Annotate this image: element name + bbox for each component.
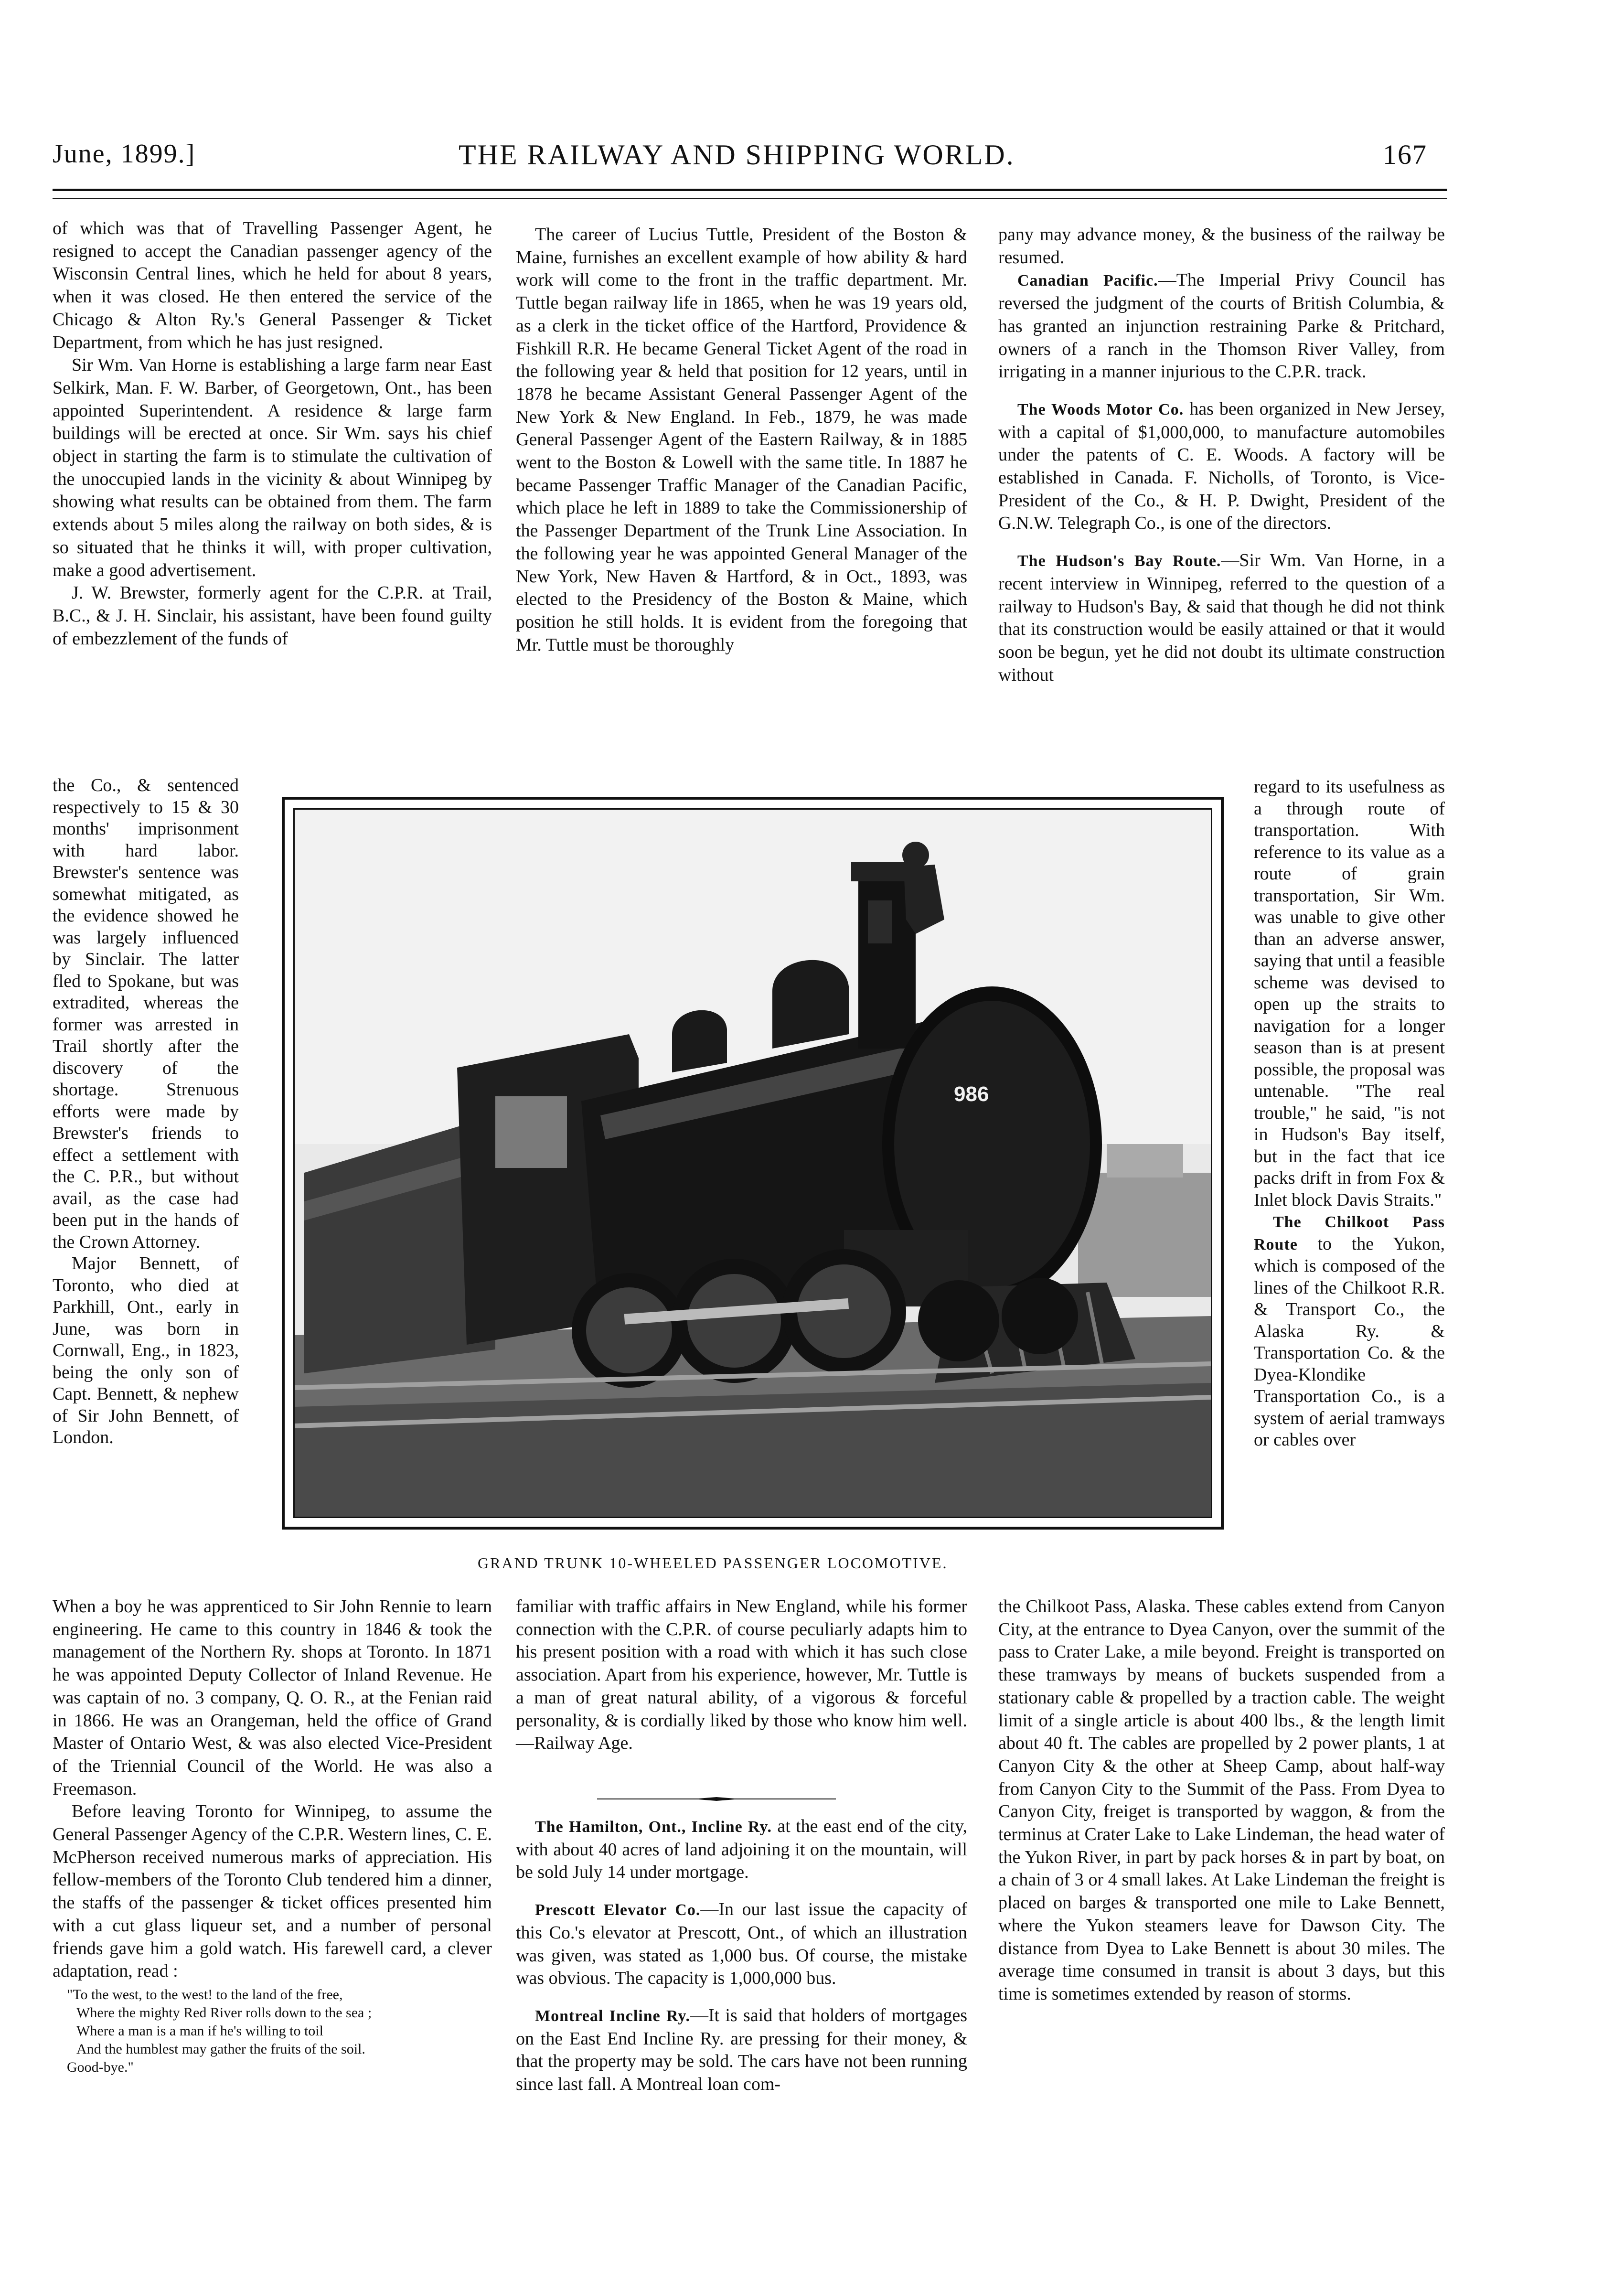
- middle-column-bottom: [516, 1595, 967, 1755]
- woods-note: The Woods Motor Co. has been organized in New Jersey, with a capital of $1,000,000, to manufacture automobiles under the patents of C. E. Woods. A factory will be established in Canada. F. Nicholls, of Toronto, is Vice-President of the Co., & H. P. Dwight, President of the G.N.W. Telegraph Co., is one of the directors.: [998, 398, 1445, 534]
- hamilton-lead: The Hamilton, Ont., Incline Ry.: [535, 1818, 772, 1836]
- middle-column-notes: [516, 1815, 967, 2096]
- canadian-pacific-note: Canadian Pacific.—The Imperial Privy Council has reversed the judgment of the courts of British Columbia, & has granted an injunction restraining Parke & Pritchard, owners of a ranch in the Thomson River Valley, from irrigating in a manner injurious to the C.P.R. track.: [998, 270, 1445, 382]
- poem-line: And the humblest may gather the fruits of the soil.: [76, 2041, 365, 2057]
- paragraph: familiar with traffic affairs in New England, while his former connection with the C.P.R. of course peculiarly adapts him to his present position with a road with which it has such close association. Apart from his experience, however, Mr. Tuttle is a man of great natural ability, of a vigorous & forceful personality, & is cordially liked by those who know him well.—Railway Age.: [516, 1596, 967, 1754]
- poem-line: "To the west, to the west! to the land of the free,: [67, 1986, 343, 2002]
- canadian-pacific-lead: Canadian Pacific.: [1017, 272, 1158, 290]
- farewell-poem: [53, 1986, 492, 2077]
- chilkoot-note: The Chilkoot Pass Route to the Yukon, which is composed of the lines of the Chilkoot R.R. & Transport Co., the Alaska Ry. & Transportation Co. & the Dyea-Klondike Transportation Co., is a system of aerial tramways or cables over: [1254, 1213, 1445, 1450]
- locomotive-photo: [293, 808, 1212, 1518]
- paragraph: Major Bennett, of Toronto, who died at Parkhill, Ont., early in June, was born in Cornwall, Eng., in 1823, being the only son of Capt. Bennett, & nephew of Sir John Bennett, of London.: [53, 1253, 239, 1447]
- paragraph: the Chilkoot Pass, Alaska. These cables extend from Canyon City, at the entrance to Dyea Canyon, over the summit of the pass to Crater Lake, a mile beyond. Freight is transported on these tramways by means of buckets suspended from a stationary cable & propelled by a traction cable. The weight limit of a single article is about 400 lbs., & the length limit about 40 ft. The cables are propelled by 2 power plants, 1 at Canyon City & the other at Sheep Camp, about half-way from Canyon City to the Summit of the Pass. From Dyea to Canyon City, freiget is transported by waggon, & from the terminus at Crater Lake to Lake Lindeman, the head water of the Yukon River, in part by pack horses & in part by boat, on a chain of 3 or 4 small lakes. At Lake Lindeman the freight is placed on barges & transported one mile to Lake Bennett, where the Yukon steamers leave for Dawson City. The distance from Dyea to Lake Bennett is about 30 miles. The average time consumed in transit is about 3 days, but this time is sometimes extended by reason of storms.: [998, 1596, 1445, 2004]
- paragraph: When a boy he was apprenticed to Sir John Rennie to learn engineering. He came to this country in 1846 & took the management of the Northern Ry. shops at Toronto. In 1871 he was appointed Deputy Collector of Inland Revenue. He was captain of no. 3 company, Q. O. R., at the Fenian raid in 1866. He was an Orangeman, held the office of Grand Master of Ontario West, & was also elected Vice-President of the Triennial Council of the World. He was also a Freemason.: [53, 1596, 492, 1799]
- left-column-narrow: [53, 775, 239, 1449]
- paragraph: Before leaving Toronto for Winnipeg, to assume the General Passenger Agency of the C.P.R. Western lines, C. E. McPherson received numerous marks of appreciation. His fellow-members of the Toronto Club tendered him a dinner, the staffs of the passenger & ticket offices presented him with a cut glass liqueur set, and a number of personal friends gave him a gold watch. His farewell card, a clever adaptation, read :: [53, 1801, 492, 1981]
- paragraph: J. W. Brewster, formerly agent for the C.P.R. at Trail, B.C., & J. H. Sinclair, his assistant, have been found guilty of embezzlement of the funds of: [53, 583, 492, 649]
- engine-number: 986: [954, 1082, 989, 1106]
- prescott-lead: Prescott Elevator Co.: [535, 1901, 701, 1919]
- middle-column-top: [516, 224, 967, 656]
- poem-line: Where a man is a man if he's willing to toil: [76, 2023, 323, 2039]
- paragraph: the Co., & sentenced respectively to 15 & 30 months' imprisonment with hard labor. Brewster's sentence was somewhat mitigated, as the evidence showed he was largely influenced by Sinclair. The latter fled to Spokane, but was extradited, whereas the former was arrested in Trail shortly after the discovery of the shortage. Strenuous efforts were made by Brewster's friends to effect a settlement with the C. P.R., but without avail, as the case had been put in the hands of the Crown Attorney.: [53, 775, 239, 1252]
- header-rule-top: [53, 189, 1447, 191]
- paragraph: regard to its usefulness as a through route of transportation. With reference to its value as a route of grain transportation, Sir Wm. was unable to give other than an adverse answer, saying that until a feasible scheme was devised to open up the straits to navigation for a longer season than is at present possible, the proposal was untenable. "The real trouble," he said, "is not in Hudson's Bay itself, but in the fact that ice packs drift in from Fox & Inlet block Davis Straits.": [1254, 777, 1445, 1210]
- woods-lead: The Woods Motor Co.: [1017, 400, 1184, 418]
- right-column-top: [998, 224, 1445, 686]
- poem-line: Good-bye.": [67, 2059, 134, 2075]
- locomotive-illustration: [295, 810, 1211, 1517]
- hudson-note: The Hudson's Bay Route.—Sir Wm. Van Horne, in a recent interview in Winnipeg, referred to the question of a railway to Hudson's Bay, & said that though he did not think that its construction would be easily attained or that it would soon be begun, yet he did not doubt its ultimate construction without: [998, 550, 1445, 685]
- page-number: 167: [1383, 139, 1427, 170]
- section-divider: [597, 1797, 836, 1801]
- paragraph: pany may advance money, & the business of the railway be resumed.: [998, 225, 1445, 268]
- paragraph: The career of Lucius Tuttle, President of the Boston & Maine, furnishes an excellent example of how ability & hard work will come to the front in the traffic department. Mr. Tuttle began railway life in 1865, when he was 19 years old, as a clerk in the ticket office of the Hartford, Providence & Fishkill R.R. He became General Ticket Agent of the road in the following year & held that position for 12 years, until in 1878 he became Assistant General Passenger Agent of the New York & New England. In Feb., 1879, he was made General Passenger Agent of the Eastern Railway, & in 1885 went to the Boston & Lowell with the same title. In 1887 he became Passenger Traffic Manager of the Canadian Pacific, which place he left in 1889 to take the Commissionership of the Passenger Department of the Trunk Line Association. In the following year he was appointed General Manager of the New York, New Haven & Hartford, & in Oct., 1893, was elected to the Presidency of the Boston & Maine, which position he still holds. It is evident from the foregoing that Mr. Tuttle must be thoroughly: [516, 225, 967, 655]
- paragraph: of which was that of Travelling Passenger Agent, he resigned to accept the Canadian passenger agency of the Wisconsin Central lines, which he held for about 8 years, when it was closed. He then entered the service of the Chicago & Alton Ry.'s General Passenger & Ticket Department, from which he has just resigned.: [53, 218, 492, 353]
- right-column-bottom: [998, 1595, 1445, 2006]
- header-rule-bottom: [53, 198, 1447, 199]
- hudson-lead: The Hudson's Bay Route.: [1017, 552, 1221, 570]
- left-column-bottom: [53, 1595, 492, 2077]
- montreal-lead: Montreal Incline Ry.: [535, 2007, 690, 2025]
- journal-title: THE RAILWAY AND SHIPPING WORLD.: [459, 139, 1015, 171]
- figure-caption: GRAND TRUNK 10-WHEELED PASSENGER LOCOMOTIVE.: [478, 1554, 948, 1572]
- prescott-note: Prescott Elevator Co.—In our last issue the capacity of this Co.'s elevator at Prescott, Ont., of which an illustration was given, was stated as 1,000 bus. Of course, the mistake was obvious. The capacity is 1,000,000 bus.: [516, 1899, 967, 1989]
- paragraph: Sir Wm. Van Horne is establishing a large farm near East Selkirk, Man. F. W. Barber, of Georgetown, Ont., has been appointed Superintendent. A residence & large farm buildings will be erected at once. Sir Wm. says his chief object in starting the farm is to stimulate the cultivation of the unoccupied lands in the vicinity & about Winnipeg by showing what results can be obtained from them. The farm extends about 5 miles along the railway on both sides, & is so situated that he thinks it will, with proper cultivation, make a good advertisement.: [53, 355, 492, 580]
- hamilton-note: The Hamilton, Ont., Incline Ry. at the east end of the city, with about 40 acres of land adjoining it on the mountain, will be sold July 14 under mortgage.: [516, 1816, 967, 1883]
- montreal-note: Montreal Incline Ry.—It is said that holders of mortgages on the East End Incline Ry. are pressing for their money, & that the property may be sold. The cars have not been running since last fall. A Montreal loan com-: [516, 2005, 968, 2095]
- left-column-top: [53, 217, 492, 650]
- right-column-narrow: [1254, 776, 1445, 1451]
- chilkoot-lead: The Chilkoot Pass Route: [1254, 1213, 1445, 1253]
- locomotive-figure: [282, 797, 1224, 1530]
- issue-date: June, 1899.]: [53, 139, 196, 169]
- poem-line: Where the mighty Red River rolls down to the sea ;: [76, 2004, 372, 2021]
